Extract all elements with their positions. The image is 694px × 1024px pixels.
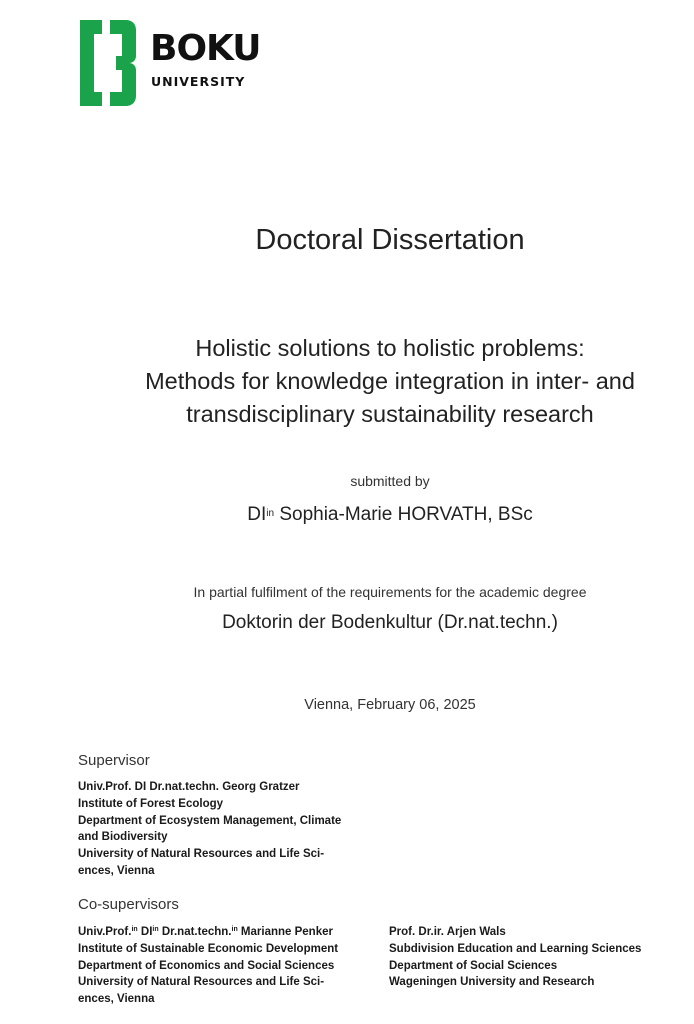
name-part: Dr.nat.techn. (158, 926, 232, 938)
supervisor-name: Univ.Prof. DI Dr.nat.techn. Georg Gratzer (78, 781, 300, 793)
name-sup: in (152, 926, 159, 933)
co-supervisor-1-line: ences, Vienna (78, 993, 155, 1006)
partial-fulfilment-text: In partial fulfilment of the requirements for the academic degree (193, 584, 587, 600)
co-supervisor-1-line: University of Natural Resources and Life Sci- (78, 976, 325, 989)
name-part: DI (137, 926, 153, 938)
author-name (80, 503, 694, 527)
title-line: transdisciplinary sustainability research (186, 401, 594, 427)
co-supervisor-2-block (389, 924, 641, 991)
name-part: Univ.Prof. (78, 926, 132, 938)
co-supervisors-heading: Co-supervisors (78, 896, 179, 913)
boku-logo (80, 20, 260, 106)
author-prefix-sup: in (266, 508, 275, 519)
supervisor-heading: Supervisor (78, 752, 150, 769)
dissertation-title (80, 332, 694, 431)
author-prefix: DI (247, 504, 267, 525)
place-date: Vienna, February 06, 2025 (304, 697, 476, 713)
logo-word: BOKU (150, 28, 261, 69)
co-supervisor-1-line: Institute of Sustainable Economic Development (78, 942, 339, 955)
supervisor-line: Institute of Forest Ecology (78, 797, 224, 810)
academic-degree: Doktorin der Bodenkultur (Dr.nat.techn.) (222, 612, 558, 633)
co-supervisor-2-line: Subdivision Education and Learning Sciences (389, 942, 642, 955)
title-line: Methods for knowledge integration in inter- and (145, 368, 635, 394)
supervisor-line: University of Natural Resources and Life Sci- (78, 848, 325, 861)
boku-logo-mark-icon (80, 20, 136, 106)
supervisor-line: ences, Vienna (78, 864, 155, 877)
supervisor-block (78, 779, 341, 880)
co-supervisor-1-block (78, 924, 338, 1008)
name-sup: in (131, 926, 138, 933)
logo-subtitle: UNIVERSITY (151, 74, 246, 89)
supervisor-line: and Biodiversity (78, 831, 168, 844)
name-sup: in (231, 926, 238, 933)
author-full-name: Sophia-Marie HORVATH, BSc (279, 504, 533, 525)
supervisor-line: Department of Ecosystem Management, Climate (78, 814, 342, 827)
co-supervisor-1-line: Department of Economics and Social Sciences (78, 959, 335, 972)
co-supervisor-1-name (78, 924, 338, 941)
document-type: Doctoral Dissertation (255, 224, 525, 256)
co-supervisor-2-line: Wageningen University and Research (389, 976, 595, 989)
submitted-by-label: submitted by (350, 473, 430, 489)
title-line: Holistic solutions to holistic problems: (195, 335, 585, 361)
name-part: Marianne Penker (237, 926, 333, 938)
co-supervisor-2-line: Department of Social Sciences (389, 959, 558, 972)
co-supervisor-2-name: Prof. Dr.ir. Arjen Wals (389, 926, 506, 938)
